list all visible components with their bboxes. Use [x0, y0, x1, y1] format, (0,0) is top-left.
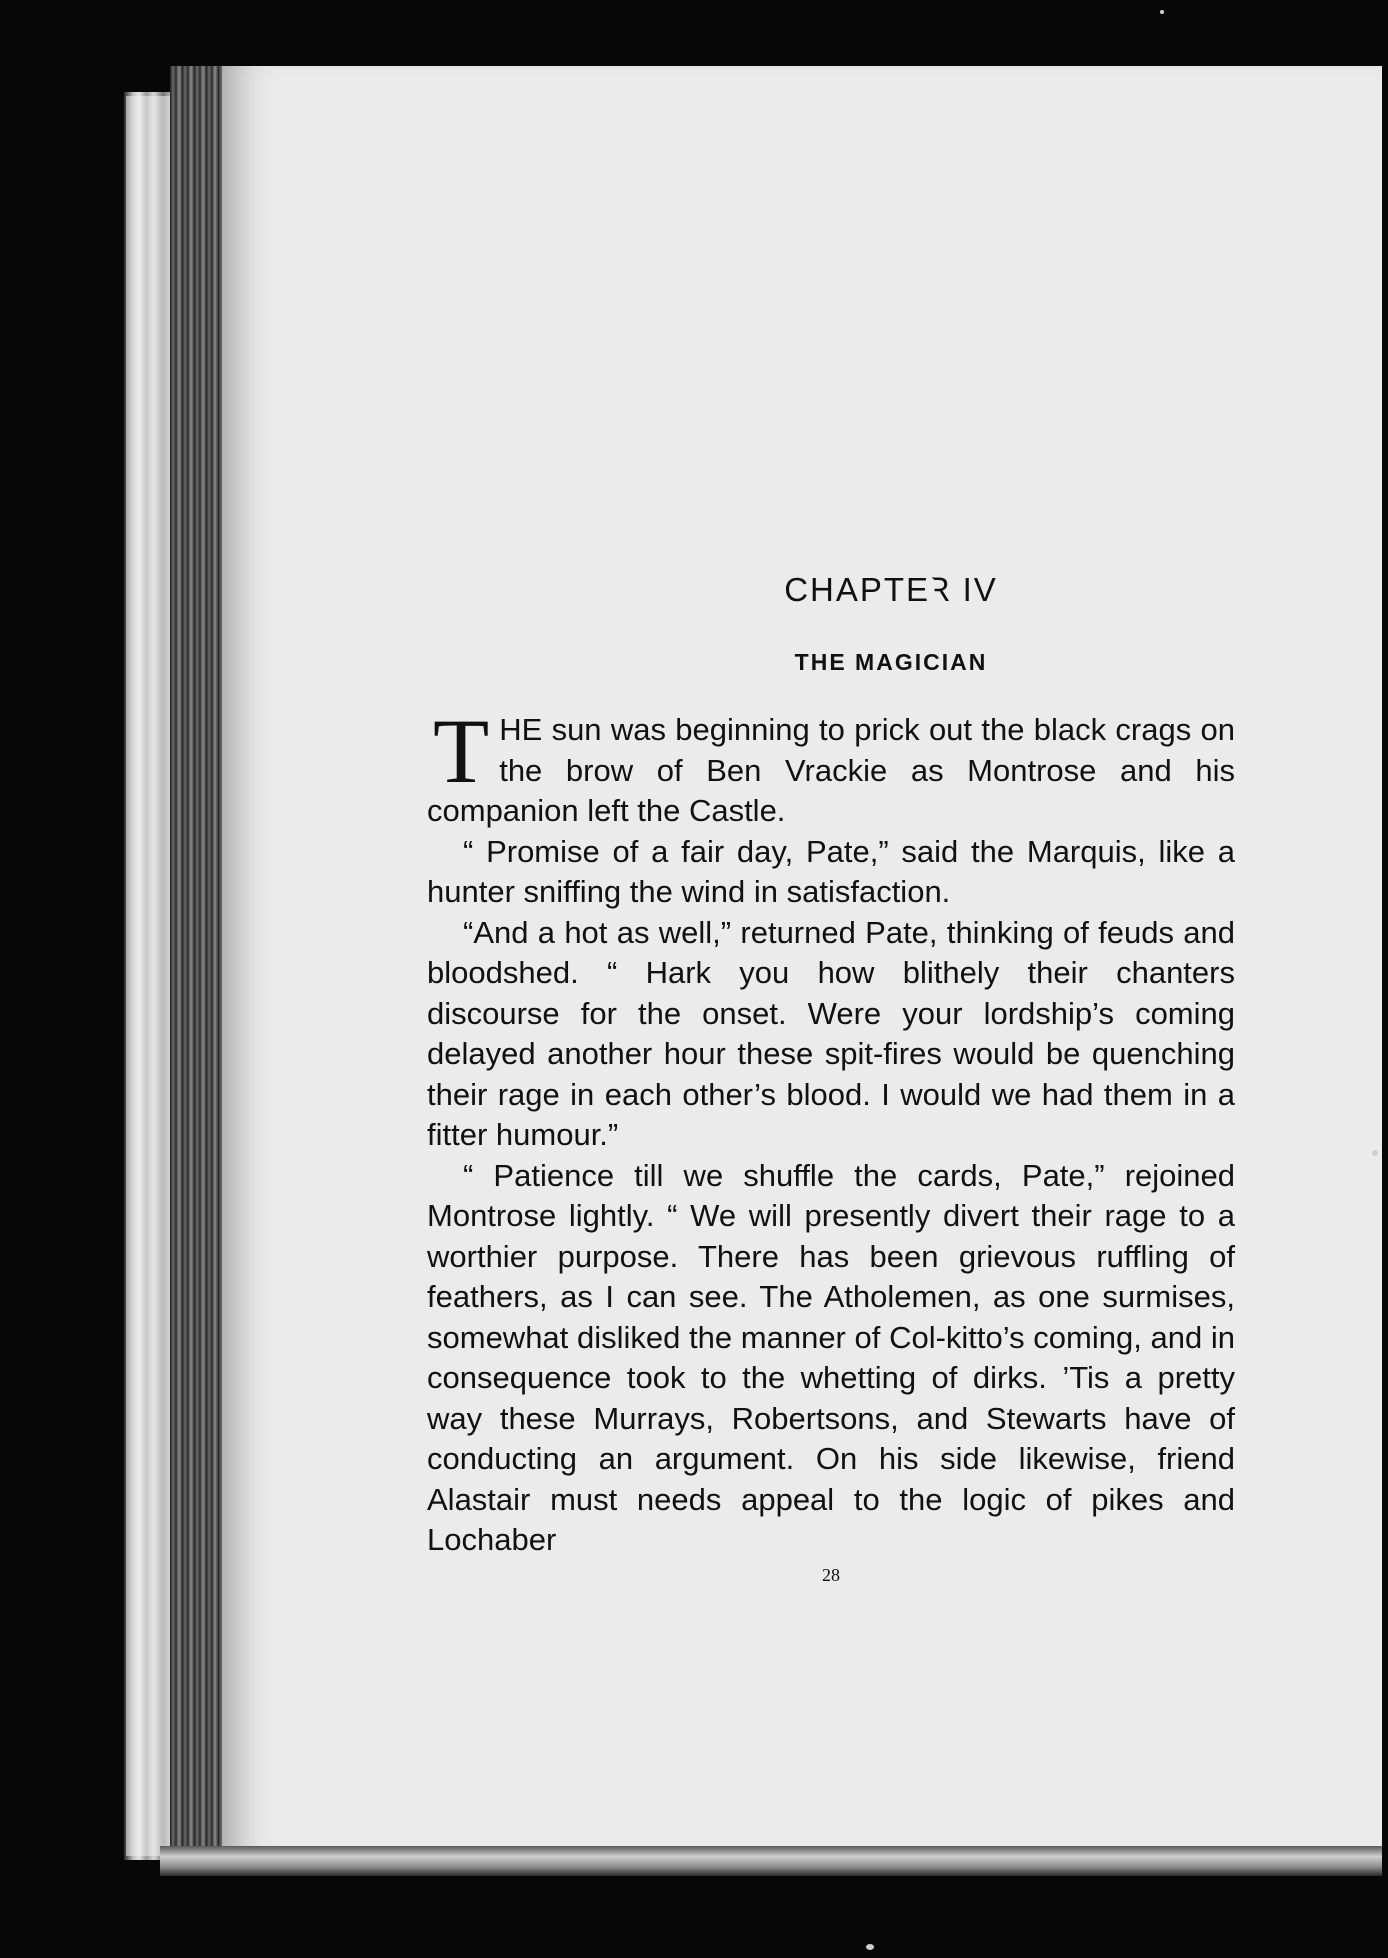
dust-speck [1372, 1150, 1378, 1156]
dust-speck [866, 1944, 874, 1950]
paragraph: “ Promise of a fair day, Pate,” said the Marquis, like a hunter sniffing the wind in satisfaction. [427, 833, 1235, 909]
book-binding [170, 66, 226, 1862]
chapter-heading: CHAPTEꝚ IV [784, 571, 998, 608]
chapter-body [427, 700, 1235, 1561]
drop-cap: T [433, 700, 490, 802]
page-text [427, 570, 1235, 1587]
page-bottom-edge [160, 1846, 1382, 1876]
paragraph: “And a hot as well,” returned Pate, thinking of feuds and bloodshed. “ Hark you how blithely their chanters discourse for the onset. Were your lordship’s coming delayed another hour these spit-fires would be quenching their rage in each other’s blood. I would we had them in a fitter humour.” [427, 914, 1235, 1152]
page-number: 28 [822, 1564, 840, 1585]
dust-speck [1160, 10, 1164, 14]
paragraph [427, 700, 1235, 832]
paragraph-text: HE sun was beginning to prick out the black crags on the brow of Ben Vrackie as Montrose and his companion left the Castle. [427, 712, 1235, 828]
paragraph: “ Patience till we shuffle the cards, Pate,” rejoined Montrose lightly. “ We will presently divert their rage to a worthier purpose. There has been grievous ruffling of feathers, as I can see. The Atholemen, as one surmises, somewhat disliked the manner of Col-kitto’s coming, and in consequence took to the whetting of dirks. ’Tis a pretty way these Murrays, Robertsons, and Stewarts have of conducting an argument. On his side likewise, friend Alastair must needs appeal to the logic of pikes and Lochaber [427, 1157, 1235, 1557]
chapter-title: THE MAGICIAN [794, 649, 988, 675]
page-edge-highlight [126, 96, 170, 1856]
